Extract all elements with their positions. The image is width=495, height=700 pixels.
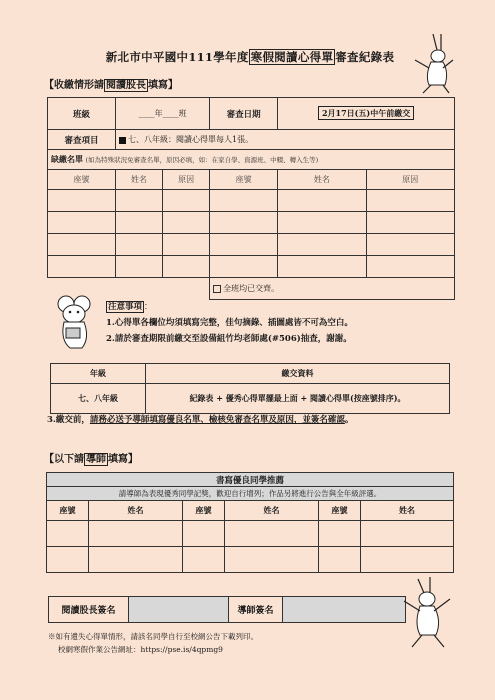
notice-item-1: 1.心得單各欄位均須填寫完整，佳句摘錄、插圖處皆不可為空白。 [106, 318, 353, 328]
teacher-sign-field[interactable] [283, 597, 406, 623]
recommend-title: 書寫優良同學推薦 [47, 473, 454, 487]
grade-label: 年級 [51, 364, 146, 384]
recommend-desc: 請導師為表現優秀同學記獎，歡迎自行增列；作品另將進行公告與全年級評選。 [47, 487, 454, 501]
table-row[interactable] [48, 190, 455, 212]
class-label: 班級 [48, 98, 116, 130]
title-highlight: 寒假閱讀心得單 [250, 50, 334, 64]
recommend-table: 書寫優良同學推薦 請導師為表現優秀同學記獎，歡迎自行增列；作品另將進行公告與全年級評選。 座號 姓名 座號 姓名 座號 姓名 [46, 472, 454, 573]
submit-table [50, 363, 450, 414]
missing-label: 缺繳名單 [51, 154, 83, 164]
checkbox-icon [213, 285, 221, 293]
data-value: 紀錄表 + 優秀心得單擺最上面 + 閱讀心得單(按座號排序)。 [146, 384, 450, 414]
section1-heading: 【收繳情形請 閱讀股長 填寫】 [44, 80, 178, 91]
date-label: 審查日期 [210, 98, 278, 130]
collection-table: 班級 ____年____班 審查日期 2月17日(五)中午前繳交 審查項目 七、八年級：閱讀心得單每人1張。 缺繳名單 (如為特殊狀況免審查名單，原因必填，如：在家自學、資源班、中輟、轉入生等) 座號 姓名 原因 座號 姓名 原因 全班均已交齊。 [47, 97, 455, 300]
mouse-illustration-icon [48, 292, 103, 352]
table-row[interactable] [48, 212, 455, 234]
data-label: 繳交資料 [146, 364, 450, 384]
table-row[interactable] [47, 547, 454, 573]
class-field[interactable]: ____年____班 [116, 98, 210, 130]
item-value: 七、八年級：閱讀心得單每人1張。 [128, 135, 254, 144]
notice-heading: 注意事項 [108, 302, 143, 312]
table-row[interactable] [48, 256, 455, 278]
table-row[interactable] [47, 521, 454, 547]
leader-sign-field[interactable] [129, 597, 229, 623]
grade-value: 七、八年級 [51, 384, 146, 414]
date-value: 2月17日(五)中午前繳交 [318, 106, 414, 120]
leader-sign-label: 閱讀股長簽名 [49, 597, 129, 623]
notice-block: 注意事項 ： 1.心得單各欄位均須填寫完整，佳句摘錄、插圖處皆不可為空白。 2.請於審查期限前繳交至設備組竹均老師處(#506)抽查，謝謝。 [106, 302, 353, 344]
footer [48, 630, 258, 656]
footer-url[interactable]: 校網寒假作業公告網址：https://pse.is/4qpmg9 [58, 645, 223, 654]
all-submitted-checkbox[interactable]: 全班均已交齊。 [210, 278, 455, 300]
teacher-sign-label: 導師簽名 [229, 597, 283, 623]
page-title: 新北市中平國中111學年度 寒假閱讀心得單 審查紀錄表 [105, 50, 395, 64]
item-label: 審查項目 [48, 130, 116, 150]
table-row[interactable] [48, 234, 455, 256]
notice-item-2: 2.請於審查期限前繳交至設備組竹均老師處(#506)抽查，謝謝。 [106, 334, 352, 344]
note-3: 3.繳交前，請務必送予導師填寫優良名單、檢核免審查名單及原因，並簽名確認。 [47, 415, 354, 425]
checked-box-icon [119, 137, 126, 144]
signature-table [48, 596, 406, 623]
footer-line-1: ※如有遺失心得單情形，請該名同學自行至校網公告下載列印。 [48, 632, 258, 641]
dancing-rabbit-illustration-icon [400, 575, 455, 650]
section2-heading: 【以下請 導師 填寫】 [44, 454, 138, 465]
missing-note: (如為特殊狀況免審查名單，原因必填，如：在家自學、資源班、中輟、轉入生等) [85, 156, 319, 164]
rabbit-illustration-icon [405, 30, 455, 95]
